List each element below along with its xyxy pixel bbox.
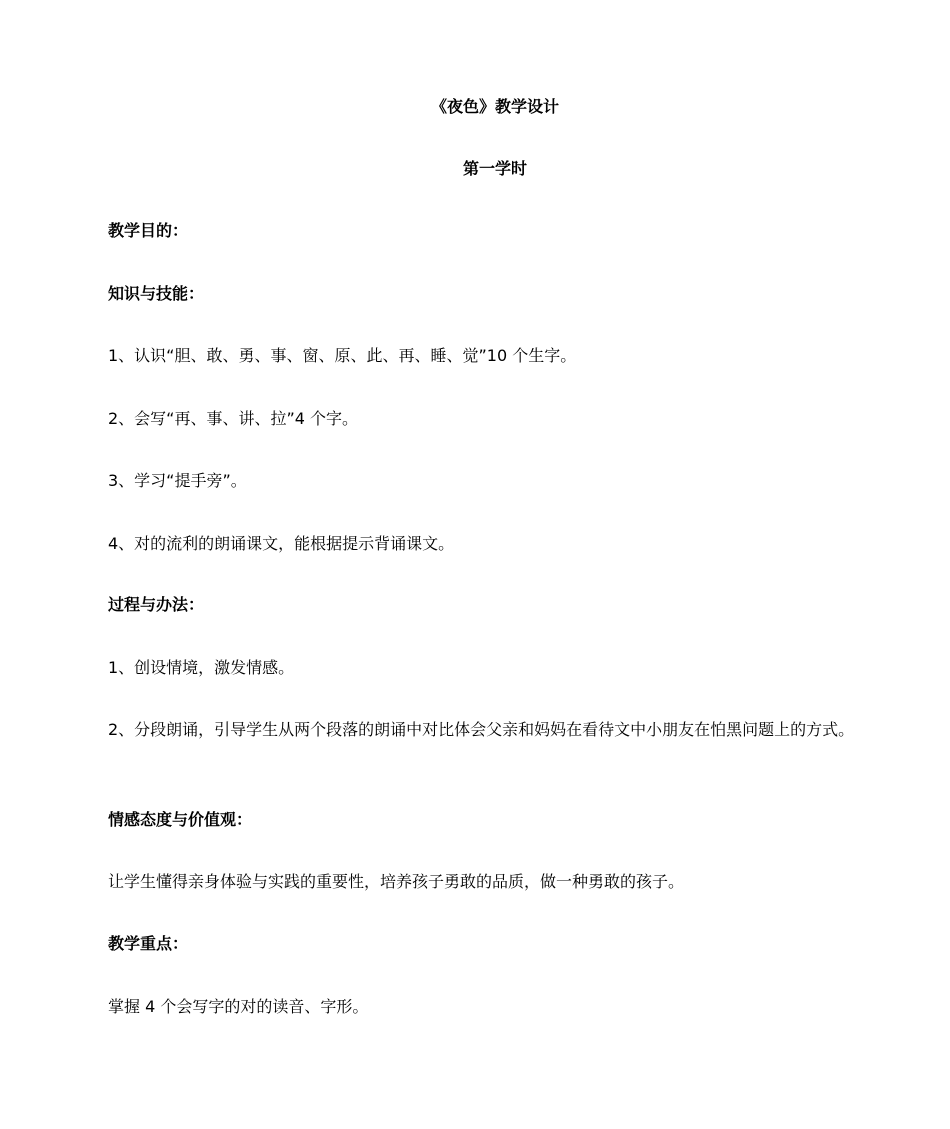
process-item-1: 1、创设情境，激发情感。 (108, 658, 295, 677)
document-subtitle: 第一学时 (462, 159, 527, 178)
key-points-text: 掌握 4 个会写字的对的读音、字形。 (108, 997, 369, 1016)
process-heading: 过程与办法： (108, 595, 205, 614)
knowledge-heading: 知识与技能： (108, 284, 205, 303)
document-title: 《夜色》教学设计 (430, 97, 559, 116)
key-points-heading: 教学重点： (108, 934, 189, 953)
objectives-heading: 教学目的： (108, 221, 189, 240)
knowledge-item-4: 4、对的流利的朗诵课文，能根据提示背诵课文。 (108, 534, 455, 553)
emotion-heading: 情感态度与价值观： (108, 810, 253, 829)
process-item-2: 2、分段朗诵，引导学生从两个段落的朗诵中对比体会父亲和妈妈在看待文中小朋友在怕黑问题上的方式。 (108, 720, 855, 739)
emotion-text: 让学生懂得亲身体验与实践的重要性，培养孩子勇敢的品质，做一种勇敢的孩子。 (108, 872, 685, 891)
knowledge-item-3: 3、学习“提手旁”。 (108, 471, 247, 490)
knowledge-item-1: 1、认识“胆、敢、勇、事、窗、原、此、再、睡、觉”10 个生字。 (108, 346, 577, 365)
knowledge-item-2: 2、会写“再、事、讲、拉”4 个字。 (108, 409, 359, 428)
